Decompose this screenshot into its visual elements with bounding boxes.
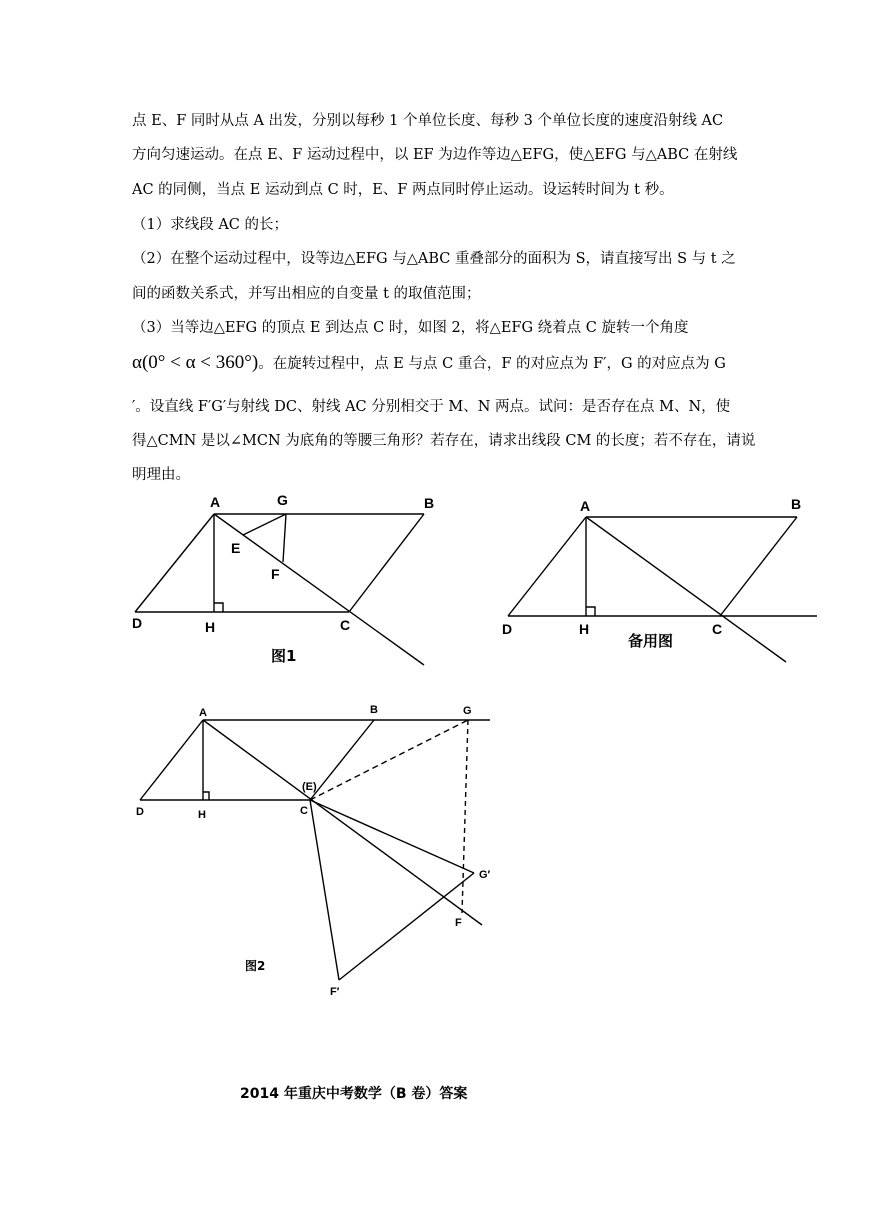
backup-label-H: H [579,621,590,637]
question-3-line-5: 明理由。 [132,467,190,483]
fig2-label-C: C [300,805,308,817]
question-2-line-1: （2）在整个运动过程中，设等边△EFG 与△ABC 重叠部分的面积为 S，请直接写出 S 与 t 之 [132,251,736,267]
fig2-label-B: B [370,704,378,716]
fig2-caption: 图2 [245,959,266,973]
backup-caption: 备用图 [628,632,674,650]
fig2-label-F: F [455,917,462,929]
question-1: （1）求线段 AC 的长； [132,217,289,233]
fig1-label-C: C [340,617,351,633]
fig1-label-E: E [231,540,241,556]
fig1-label-G: G [277,492,288,508]
question-3-line-4: 得△CMN 是以∠MCN 为底角的等腰三角形？若存在，请求出线段 CM 的长度；若不存在，请说 [132,433,756,449]
fig1-label-B: B [424,495,435,511]
problem-line-2: 方向匀速运动。在点 E、F 运动过程中，以 EF 为边作等边△EFG，使△EFG 与△ABC 在射线 [132,147,738,163]
backup-label-B: B [791,496,802,512]
question-3-line-1: （3）当等边△EFG 的顶点 E 到达点 C 时，如图 2，将△EFG 绕着点 C 旋转一个角度 [132,320,689,336]
figure-1-diagram [135,514,424,665]
problem-line-1: 点 E、F 同时从点 A 出发，分别以每秒 1 个单位长度、每秒 3 个单位长度的速度沿射线 AC [132,113,724,129]
backup-label-D: D [502,621,513,637]
alpha-range-formula: α(0° < α < 360°) [132,352,259,373]
problem-line-3: AC 的同侧，当点 E 运动到点 C 时，E、F 两点同时停止运动。设运转时间为 t 秒。 [132,182,674,198]
fig1-label-A: A [210,494,221,510]
fig2-label-H: H [198,809,206,821]
fig2-label-E: (E) [302,781,317,793]
question-3-line-2-text: 。在旋转过程中，点 E 与点 C 重合，F 的对应点为 F′，G 的对应点为 G [258,356,726,372]
backup-label-C: C [712,621,723,637]
fig2-label-D: D [136,806,144,818]
fig2-label-G: G [463,705,472,717]
backup-label-A: A [580,498,591,514]
question-3-line-3: ′。设直线 F′G′与射线 DC、射线 AC 分别相交于 M、N 两点。试问：是否存在点 M、N，使 [132,399,731,415]
fig1-caption: 图1 [271,647,297,665]
fig2-label-A: A [199,707,207,719]
fig1-label-F: F [271,566,280,582]
fig1-label-H: H [205,619,216,635]
fig2-label-F-prime: F′ [330,986,340,998]
answer-section-title: 2014 年重庆中考数学（B 卷）答案 [240,1086,468,1102]
fig2-label-G-prime: G′ [479,869,491,881]
question-2-line-2: 间的函数关系式，并写出相应的自变量 t 的取值范围； [132,286,481,302]
figure-2-diagram [140,720,490,980]
fig1-label-D: D [132,615,143,631]
